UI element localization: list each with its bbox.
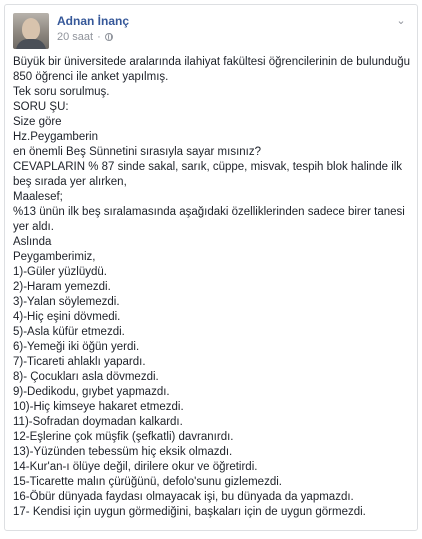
- post-text-line: Büyük bir üniversitede aralarında ilahiyat fakültesi öğrencilerinin de bulunduğu: [13, 56, 410, 68]
- post-text-line: Size göre: [13, 116, 62, 128]
- post-text-line: Hz.Peygamberin: [13, 131, 99, 143]
- post-text-line: 15-Ticarette malın çürüğünü, defolo'sunu gizlemezdi.: [13, 476, 282, 488]
- post-time[interactable]: 20 saat: [57, 31, 94, 43]
- post-text-line: 7)-Ticareti ahlaklı yapardı.: [13, 356, 146, 368]
- chevron-down-icon[interactable]: ⌄: [396, 15, 406, 27]
- post-text-line: Peygamberimiz,: [13, 251, 96, 263]
- post-text-line: SORU ŞU:: [13, 101, 69, 113]
- post-text-line: 9)-Dedikodu, gıybet yapmazdı.: [13, 386, 170, 398]
- post-text-line: %13 ünün ilk beş sıralamasında aşağıdaki özelliklerinden sadece birer tanesi: [13, 206, 405, 218]
- post-text-line: 10)-Hiç kimseye hakaret etmezdi.: [13, 401, 184, 413]
- post-text-line: 13)-Yüzünden tebessüm hiç eksik olmazdı.: [13, 446, 233, 458]
- post-text-line: Maalesef;: [13, 191, 63, 203]
- post-text-line: beş sırada yer alırken,: [13, 176, 127, 188]
- post-text-line: CEVAPLARIN % 87 sinde sakal, sarık, cüppe, misvak, tespih blok halinde ilk: [13, 161, 403, 173]
- post-text-line: Tek soru sorulmuş.: [13, 86, 110, 98]
- meta-separator: ·: [97, 31, 101, 43]
- avatar-shoulders: [16, 39, 46, 49]
- post-meta: [57, 31, 113, 43]
- avatar-face: [22, 18, 40, 40]
- post-text-line: 6)-Yemeği iki öğün yerdi.: [13, 341, 140, 353]
- post-text-line: 8)- Çocukları asla dövmezdi.: [13, 371, 159, 383]
- post-body: [13, 55, 408, 520]
- facebook-post: [4, 4, 418, 531]
- post-text-line: 17- Kendisi için uygun görmediğini, başkaları için de uygun görmezdi.: [13, 506, 366, 518]
- post-text-line: 16-Öbür dünyada faydası olmayacak işi, bu dünyada da yapmazdı.: [13, 491, 354, 503]
- author-avatar[interactable]: [13, 13, 49, 49]
- post-text-line: 3)-Yalan söylemezdi.: [13, 296, 120, 308]
- post-text-line: 14-Kur'an-ı ölüye değil, dirilere okur ve öğretirdi.: [13, 461, 258, 473]
- post-text-line: yer aldı.: [13, 221, 54, 233]
- post-text-line: en önemli Beş Sünnetini sırasıyla sayar mısınız?: [13, 146, 262, 158]
- post-header: [5, 5, 417, 53]
- post-text-line: 5)-Asla küfür etmezdi.: [13, 326, 125, 338]
- post-text-line: 12-Eşlerine çok müşfik (şefkatli) davranırdı.: [13, 431, 234, 443]
- author-name[interactable]: Adnan İnanç: [57, 14, 130, 28]
- post-text-line: 2)-Haram yemezdi.: [13, 281, 111, 293]
- post-text-line: Aslında: [13, 236, 52, 248]
- globe-icon[interactable]: [105, 33, 113, 41]
- post-text-line: 1)-Güler yüzlüydü.: [13, 266, 107, 278]
- post-text-line: 4)-Hiç eşini dövmedi.: [13, 311, 121, 323]
- post-text-line: 11)-Sofradan doymadan kalkardı.: [13, 416, 183, 428]
- post-text-line: 850 öğrenci ile anket yapılmış.: [13, 71, 169, 83]
